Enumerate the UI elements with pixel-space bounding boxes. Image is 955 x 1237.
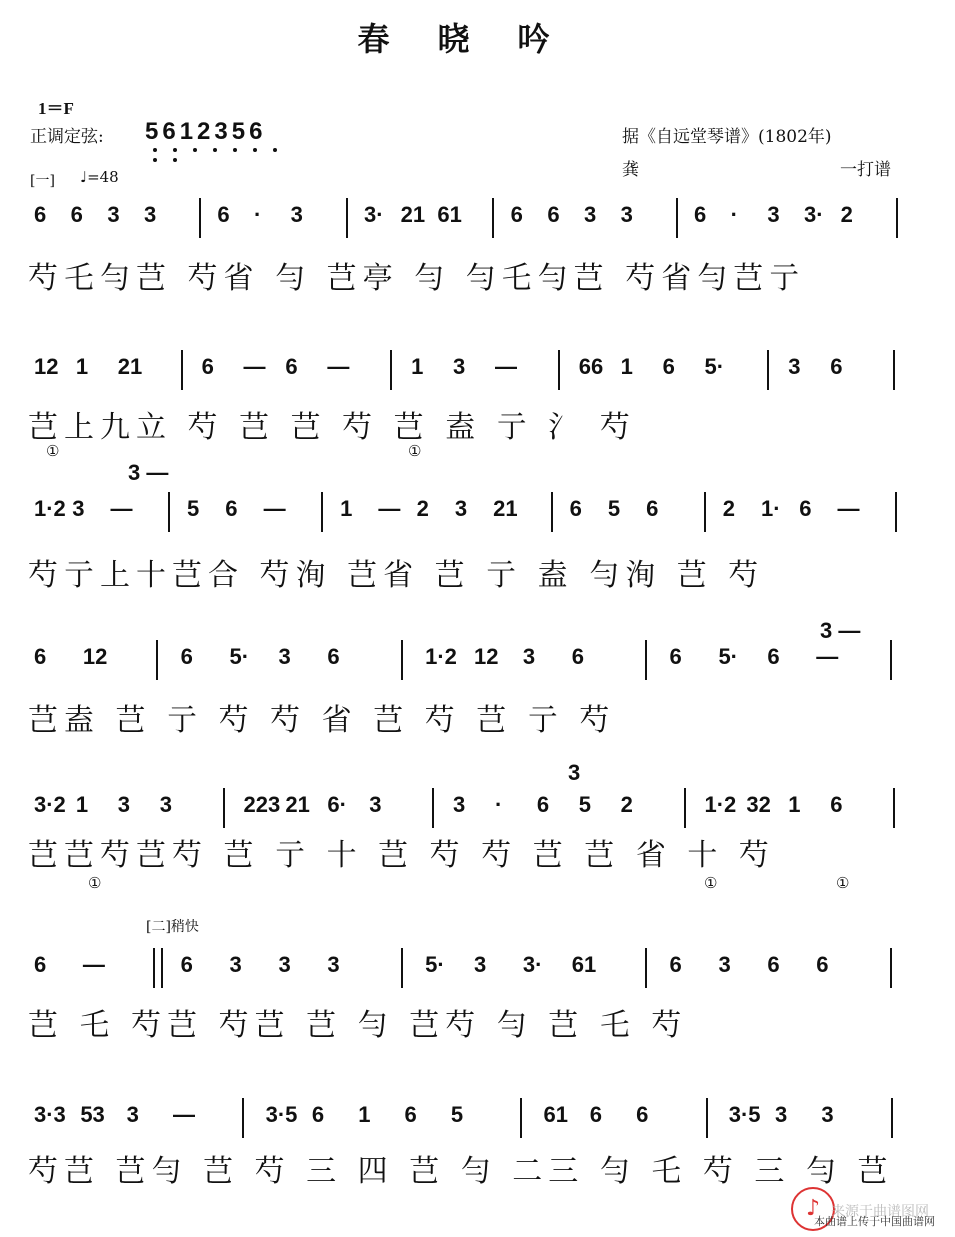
note: 3 (474, 952, 487, 977)
note: 5· (229, 644, 250, 669)
barline (706, 1098, 708, 1138)
note: 6 (510, 202, 523, 227)
note: 3 (126, 1102, 139, 1127)
jianzipu-line: 芍乇勻芑 芍省 勻 芑亭 勻 勻乇勻芑 芍省勻芑亍 (28, 261, 806, 296)
above-mark: 3 — (820, 618, 861, 643)
barline (223, 788, 225, 828)
barline (401, 948, 403, 988)
note: — (110, 496, 133, 521)
barline (168, 492, 170, 532)
circled-mark: ① (46, 442, 60, 460)
barline (551, 492, 553, 532)
note: — (263, 496, 286, 521)
note: 6 (767, 952, 780, 977)
note: 3 (454, 496, 468, 521)
note: 1 (788, 792, 801, 817)
note: 3·5 (265, 1102, 298, 1127)
note: 2 (722, 496, 735, 521)
note: 3 (117, 792, 131, 817)
notation-line (28, 350, 928, 390)
notation-line (28, 1098, 928, 1138)
footer-credit: 本曲谱上传于中国曲谱网 (814, 1216, 935, 1228)
barline (704, 492, 706, 532)
note: 3 (278, 952, 291, 977)
note: 3 (369, 792, 382, 817)
circled-mark: ① (836, 874, 850, 892)
note: 3 (107, 202, 120, 227)
double-barline (153, 948, 163, 988)
jianzipu-line: 芑盍 芑 亍 芍 芍 省 芑 芍 芑 亍 芍 (28, 703, 616, 738)
note: 3·5 (728, 1102, 761, 1127)
note: 61 (437, 202, 462, 227)
notation-line (28, 948, 928, 988)
note: 21 (117, 354, 143, 379)
barline (896, 198, 898, 238)
note: 6 (830, 354, 843, 379)
note: 3 (327, 952, 340, 977)
note: 3 (290, 202, 303, 227)
note: 6 (669, 644, 682, 669)
note: 6 (217, 202, 230, 227)
note: 3 (229, 952, 242, 977)
tuning-notes: 5612356 (145, 118, 267, 145)
note: 61 (571, 952, 597, 977)
note: 1· (760, 496, 781, 521)
note: 53 (80, 1102, 105, 1127)
note: 6 (327, 644, 340, 669)
barline (890, 948, 892, 988)
watermark: 来源于曲谱图网 (831, 1203, 929, 1219)
note: 6 (404, 1102, 417, 1127)
barline (520, 1098, 522, 1138)
note: 3 (775, 1102, 788, 1127)
site-logo-icon: ♪ (791, 1187, 835, 1231)
barline (890, 640, 892, 680)
barline (321, 492, 323, 532)
note: 1 (411, 354, 424, 379)
section-label-1: [一] (30, 173, 55, 189)
barline (895, 492, 897, 532)
note: 6 (536, 792, 550, 817)
note: 6 (34, 644, 47, 669)
note: 61 (543, 1102, 568, 1127)
note: 21 (493, 496, 518, 521)
note: 21 (285, 792, 310, 817)
notation-line (28, 492, 928, 532)
note: 3·2 (34, 792, 66, 817)
note: 12 (474, 644, 499, 669)
note: 6· (327, 792, 347, 817)
note: 6 (816, 952, 829, 977)
arranger-surname: 龚 (622, 160, 639, 180)
note: 1 (620, 354, 633, 379)
note: — (82, 952, 105, 977)
arranger-given: 一打谱 (840, 160, 891, 180)
barline (676, 198, 678, 238)
note: — (378, 496, 401, 521)
note: 66 (578, 354, 604, 379)
note: 5· (718, 644, 738, 669)
above-mark: 3 — (128, 460, 169, 485)
note: 6 (34, 952, 47, 977)
note: 6 (571, 644, 585, 669)
note: 32 (746, 792, 771, 817)
note: 6 (225, 496, 238, 521)
notation-line (28, 788, 928, 828)
note: 3 (584, 202, 597, 227)
note: 2 (416, 496, 429, 521)
note: 3 (821, 1102, 834, 1127)
barline (645, 640, 647, 680)
note: · (254, 202, 262, 227)
note: 1 (340, 496, 353, 521)
jianzipu-line: 芑上九立 芍 芑 芑 芍 芑 盍 亍 氵 芍 (28, 410, 636, 445)
note: 1 (358, 1102, 371, 1127)
note: 6 (636, 1102, 649, 1127)
section-label-2: [二]稍快 (146, 919, 199, 935)
note: 5 (607, 496, 621, 521)
note: 5 (578, 792, 591, 817)
barline (893, 350, 895, 390)
tuning-dots (147, 146, 287, 171)
barline (893, 788, 895, 828)
note: 2 (840, 202, 853, 227)
note: 3 (522, 644, 536, 669)
note: 1·2 (425, 644, 457, 669)
note: 12 (34, 354, 59, 379)
note: — (816, 644, 839, 669)
barline (432, 788, 434, 828)
note: 6 (180, 644, 193, 669)
note: — (172, 1102, 195, 1127)
note: 6 (646, 496, 659, 521)
jianzipu-line: 芍亍上十芑合 芍洵 芑省 芑 亍 盍 勻洵 芑 芍 (28, 558, 765, 593)
note: 6 (70, 202, 83, 227)
circled-mark: ① (704, 874, 718, 892)
tempo-marking: ♩=48 (80, 168, 119, 186)
barline (199, 198, 201, 238)
note: 5 (187, 496, 200, 521)
note: 6 (201, 354, 214, 379)
barline (492, 198, 494, 238)
note: 1·2 (704, 792, 737, 817)
note: 6 (662, 354, 675, 379)
note: 6 (180, 952, 193, 977)
note: 6 (311, 1102, 325, 1127)
note: 3 (620, 202, 633, 227)
notation-line (28, 640, 928, 680)
above-mark: 3 (568, 760, 581, 785)
note: 21 (400, 202, 426, 227)
circled-mark: ① (88, 874, 102, 892)
barline (181, 350, 183, 390)
barline (390, 350, 392, 390)
note: 3·3 (34, 1102, 66, 1127)
note: 6 (694, 202, 707, 227)
tuning-label: 正调定弦: (30, 127, 104, 147)
note: 6 (547, 202, 560, 227)
barline (401, 640, 403, 680)
jianzipu-line: 芑 乇 芍芑 芍芑 芑 勻 芑芍 勻 芑 乇 芍 (28, 1008, 688, 1043)
barline (558, 350, 560, 390)
note: 3 (718, 952, 731, 977)
note: · (494, 792, 503, 817)
note: 3 (453, 792, 466, 817)
jianzipu-line: 芍芑 芑勻 芑 芍 三 四 芑 勻 二三 勻 乇 芍 三 勻 芑 (28, 1154, 894, 1189)
note: — (243, 354, 266, 379)
note: 1·2 (34, 496, 66, 521)
note: 1 (75, 792, 89, 817)
note: 6 (669, 952, 682, 977)
note: 223 (243, 792, 281, 817)
note: 6 (799, 496, 812, 521)
note: 3 (144, 202, 157, 227)
note: 6 (569, 496, 582, 521)
note: 6 (830, 792, 843, 817)
key-signature: 1＝F (38, 99, 74, 118)
note: 6 (767, 644, 780, 669)
note: 3 (159, 792, 172, 817)
jianzipu-line: 芑芑芍芑芍 芑 亍 十 芑 芍 芍 芑 芑 省 十 芍 (28, 838, 775, 873)
barline (156, 640, 158, 680)
note: — (327, 354, 350, 379)
note: 1 (75, 354, 89, 379)
note: 3 (788, 354, 801, 379)
notation-line (28, 198, 928, 238)
note: 3 (72, 496, 85, 521)
barline (645, 948, 647, 988)
note: 5 (450, 1102, 464, 1127)
barline (346, 198, 348, 238)
note: 3· (522, 952, 543, 977)
note: — (494, 354, 517, 379)
note: 3· (364, 202, 384, 227)
note: 5· (425, 952, 445, 977)
barline (684, 788, 686, 828)
note: 3 (453, 354, 466, 379)
score-title: 春晓吟 (357, 20, 598, 58)
barline (242, 1098, 244, 1138)
note: 6 (34, 202, 47, 227)
circled-mark: ① (408, 442, 422, 460)
note: 5· (704, 354, 725, 379)
source-credit: 据《自远堂琴谱》(1802年) (622, 127, 832, 147)
note: 6 (285, 354, 298, 379)
note: 3 (278, 644, 291, 669)
note: 3 (767, 202, 780, 227)
note: 12 (82, 644, 108, 669)
note: · (730, 202, 738, 227)
note: 6 (589, 1102, 603, 1127)
note: — (837, 496, 860, 521)
note: 3· (804, 202, 824, 227)
barline (767, 350, 769, 390)
note: 2 (620, 792, 633, 817)
barline (891, 1098, 893, 1138)
